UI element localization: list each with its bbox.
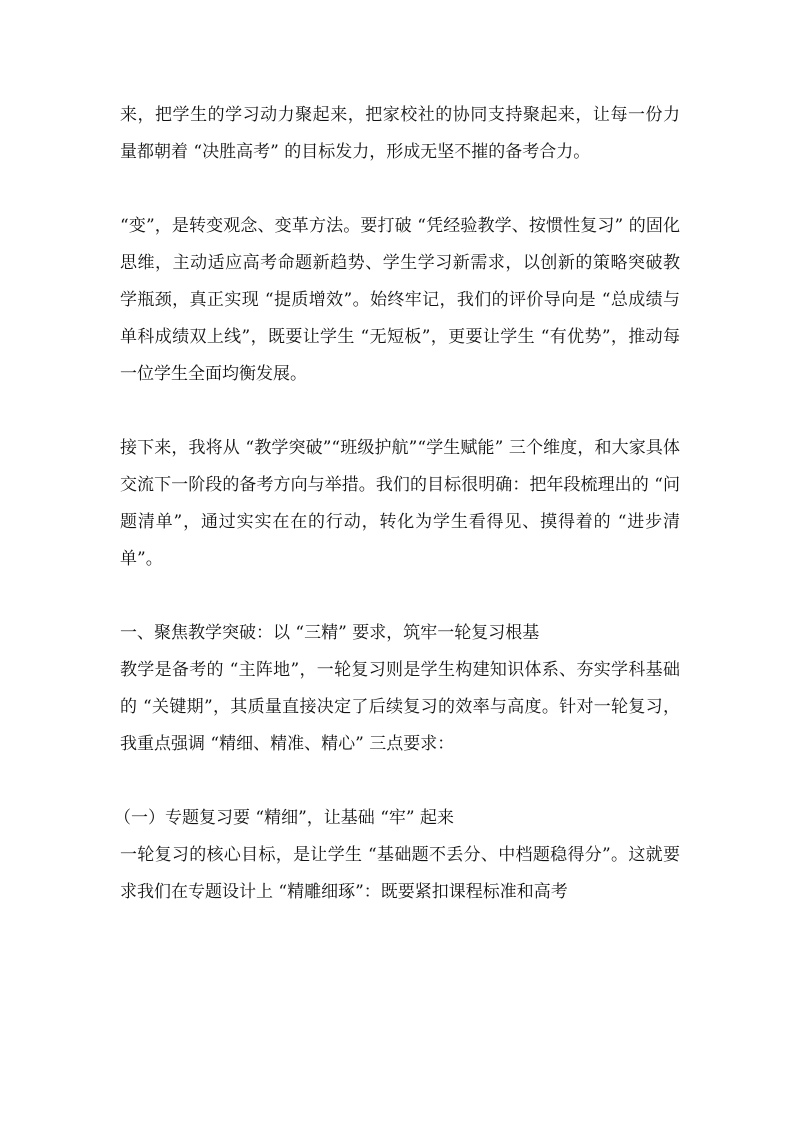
- paragraph-topic-review: 一轮复习的核心目标，是让学生 “基础题不丢分、中档题稳得分”。这就要求我们在专题设计上 “精雕细琢”：既要紧扣课程标准和高考: [120, 845, 680, 902]
- paragraph-change: “变”，是转变观念、变革方法。要打破 “凭经验教学、按惯性复习” 的固化思维，主动适应高考命题新趋势、学生学习新需求，以创新的策略突破教学瓶颈，真正实现 “提质增效”。始终牢记，我们的评价导向是 “总成绩与单科成绩双上线”，既要让学生 “无短板”，更要让学生 “有优势”，推动每一位学生全面均衡发展。: [120, 216, 680, 384]
- document-body: [114, 97, 680, 911]
- paragraph-teaching-breakthrough: 教学是备考的 “主阵地”，一轮复习则是学生构建知识体系、夯实学科基础的 “关键期”，其质量直接决定了后续复习的效率与高度。针对一轮复习，我重点强调 “精细、精准、精心” 三点要求：: [120, 660, 680, 754]
- subsection-heading-topic-review: （一）专题复习要 “精细”，让基础 “牢” 起来: [114, 808, 454, 828]
- section-heading-teaching-breakthrough: 一、聚焦教学突破：以 “三精” 要求，筑牢一轮复习根基: [120, 623, 540, 643]
- paragraph-intro-continuation: 来，把学生的学习动力聚起来，把家校社的协同支持聚起来，让每一份力量都朝着 “决胜高考” 的目标发力，形成无坚不摧的备考合力。: [120, 105, 680, 162]
- paragraph-outline: 接下来，我将从 “教学突破”“班级护航”“学生赋能” 三个维度，和大家具体交流下一阶段的备考方向与举措。我们的目标很明确：把年段梳理出的 “问题清单”，通过实实在在的行动，转化为学生看得见、摸得着的 “进步清单”。: [120, 438, 680, 569]
